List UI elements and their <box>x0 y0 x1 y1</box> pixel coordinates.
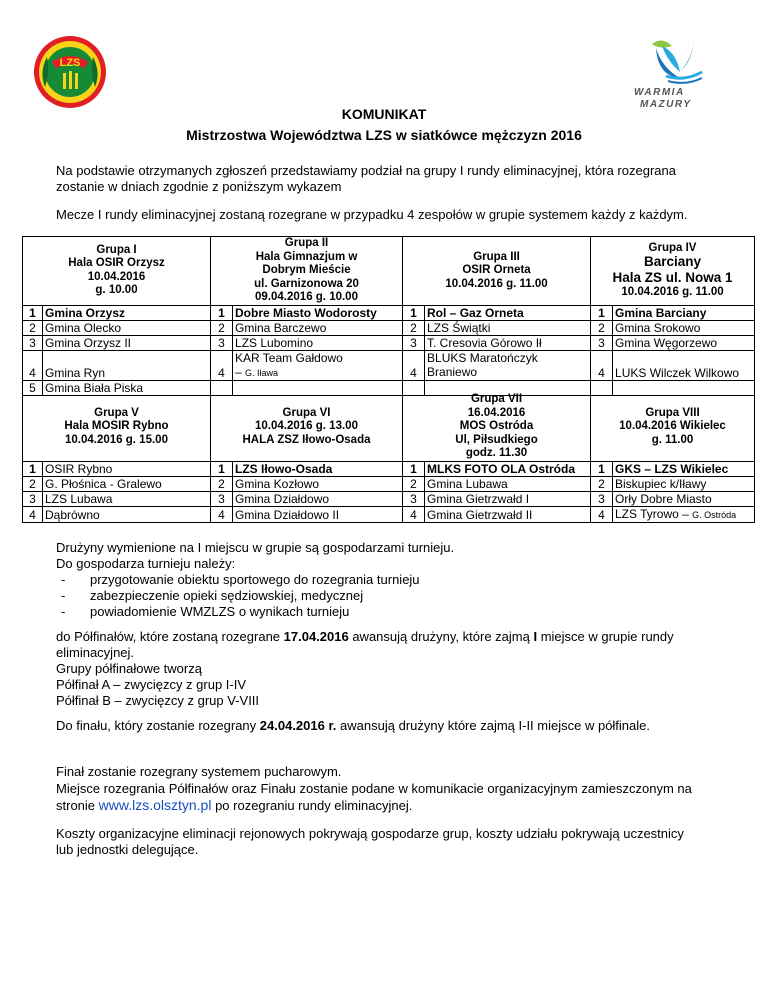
intro-paragraph-1: Na podstawie otrzymanych zgłoszeń przedstawiamy podział na grupy I rundy eliminacyjnej, która rozegrana zostanie w dniach zgodnie z poniższym wykazem <box>56 163 676 194</box>
intro-paragraph-2: Mecze I rundy eliminacyjnej zostaną rozegrane w przypadku 4 zespołów w grupie systemem każdy z każdym. <box>56 207 688 222</box>
semifinals-section: do Półfinałów, które zostaną rozegrane 17.04.2016 awansują drużyny, które zajmą I miejsce w grupie rundy eliminacyjnej. Grupy półfinałowe tworzą Półfinał A – zwycięzcy z grup I-IV Półfinał B – zwycięzcy z grup V-VIII <box>56 629 674 708</box>
table-row: 4 Gmina Ryn 4 KAR Team Gałdowo – G. Iława 4 BLUKS Maratończyk Braniewo 4 LUKS Wilczek Wilkowo <box>23 350 755 380</box>
table-row: 3 LZS Lubawa 3 Gmina Działdowo 3 Gmina Gietrzwałd I 3 Orły Dobre Miasto <box>23 492 755 507</box>
groups-table-bottom <box>22 393 754 523</box>
cup-section: Finał zostanie rozegrany systemem pucharowym. Miejsce rozegrania Półfinałów oraz Finału zostanie podane w komunikacie organizacyjnym zamieszczonym na stronie www.lzs.olsztyn.pl po rozegraniu rundy eliminacyjnej. <box>56 764 692 813</box>
group-iii-header: Grupa III OSIR Orneta 10.04.2016 g. 11.00 <box>403 237 591 306</box>
final-section: Do finału, który zostanie rozegrany 24.04.2016 r. awansują drużyny które zajmą I-II miejsce w półfinale. <box>56 718 650 733</box>
group-viii-header: Grupa VIII 10.04.2016 Wikielec g. 11.00 <box>591 393 755 462</box>
group-i-header: Grupa I Hala OSIR Orzysz 10.04.2016 g. 10.00 <box>23 237 211 306</box>
table-row: 4 Dąbrówno 4 Gmina Działdowo II 4 Gmina Gietrzwałd II 4 LZS Tyrowo – G. Ostróda <box>23 507 755 523</box>
lzs-logo-text: LZS <box>59 57 81 69</box>
website-link[interactable]: www.lzs.olsztyn.pl <box>98 797 212 813</box>
group-ii-header: Grupa II Hala Gimnazjum w Dobrym Mieście ul. Garnizonowa 20 09.04.2016 g. 10.00 <box>211 237 403 306</box>
costs-paragraph: Koszty organizacyjne eliminacji rejonowych pokrywają gospodarze grup, koszty udziału pokrywają uczestnicy lub jednostki delegujące. <box>56 826 684 857</box>
table-row: 2 Gmina Olecko 2 Gmina Barczewo 2 LZS Świątki 2 Gmina Srokowo <box>23 320 755 335</box>
wm-logo-line1: WARMIA <box>634 87 685 98</box>
lzs-logo <box>33 35 107 109</box>
group-v-header: Grupa V Hala MOSIR Rybno 10.04.2016 g. 15.00 <box>23 393 211 462</box>
group-vi-header: Grupa VI 10.04.2016 g. 13.00 HALA ZSZ Iłowo-Osada <box>211 393 403 462</box>
table-row: 5 Gmina Biała Piska <box>23 380 755 395</box>
table-row: 3 Gmina Orzysz II 3 LZS Lubomino 3 T. Cresovia Górowo Ił 3 Gmina Węgorzewo <box>23 335 755 350</box>
hosts-section <box>56 540 696 620</box>
warmia-mazury-logo <box>622 32 722 110</box>
table-row: 2 G. Płośnica - Gralewo 2 Gmina Kozłowo 2 Gmina Lubawa 2 Biskupiec k/Iławy <box>23 477 755 492</box>
group-vii-header: Grupa VII 16.04.2016 MOS Ostróda Ul, Piłsudkiego godz. 11.30 <box>403 393 591 462</box>
hosts-line-2: Do gospodarza turnieju należy: <box>56 556 236 571</box>
page-subtitle: Mistrzostwa Województwa LZS w siatkówce mężczyzn 2016 <box>186 127 582 143</box>
hosts-duties-list <box>56 572 696 620</box>
groups-table-top <box>22 236 754 396</box>
group-iv-header: Grupa IV Barciany Hala ZS ul. Nowa 1 10.04.2016 g. 11.00 <box>591 237 755 306</box>
wm-logo-line2: MAZURY <box>640 99 692 110</box>
table-row: 1 Gmina Orzysz 1 Dobre Miasto Wodorosty 1 Rol – Gaz Orneta 1 Gmina Barciany <box>23 305 755 320</box>
list-item: - zabezpieczenie opieki sędziowskiej, medycznej <box>56 588 696 604</box>
list-item: - powiadomienie WMZLZS o wynikach turnieju <box>56 604 696 620</box>
table-row: 1 OSIR Rybno 1 LZS Iłowo-Osada 1 MLKS FOTO OLA Ostróda 1 GKS – LZS Wikielec <box>23 462 755 477</box>
hosts-line-1: Drużyny wymienione na I miejscu w grupie są gospodarzami turnieju. <box>56 540 455 555</box>
page-title: KOMUNIKAT <box>341 106 427 122</box>
list-item: - przygotowanie obiektu sportowego do rozegrania turnieju <box>56 572 696 588</box>
